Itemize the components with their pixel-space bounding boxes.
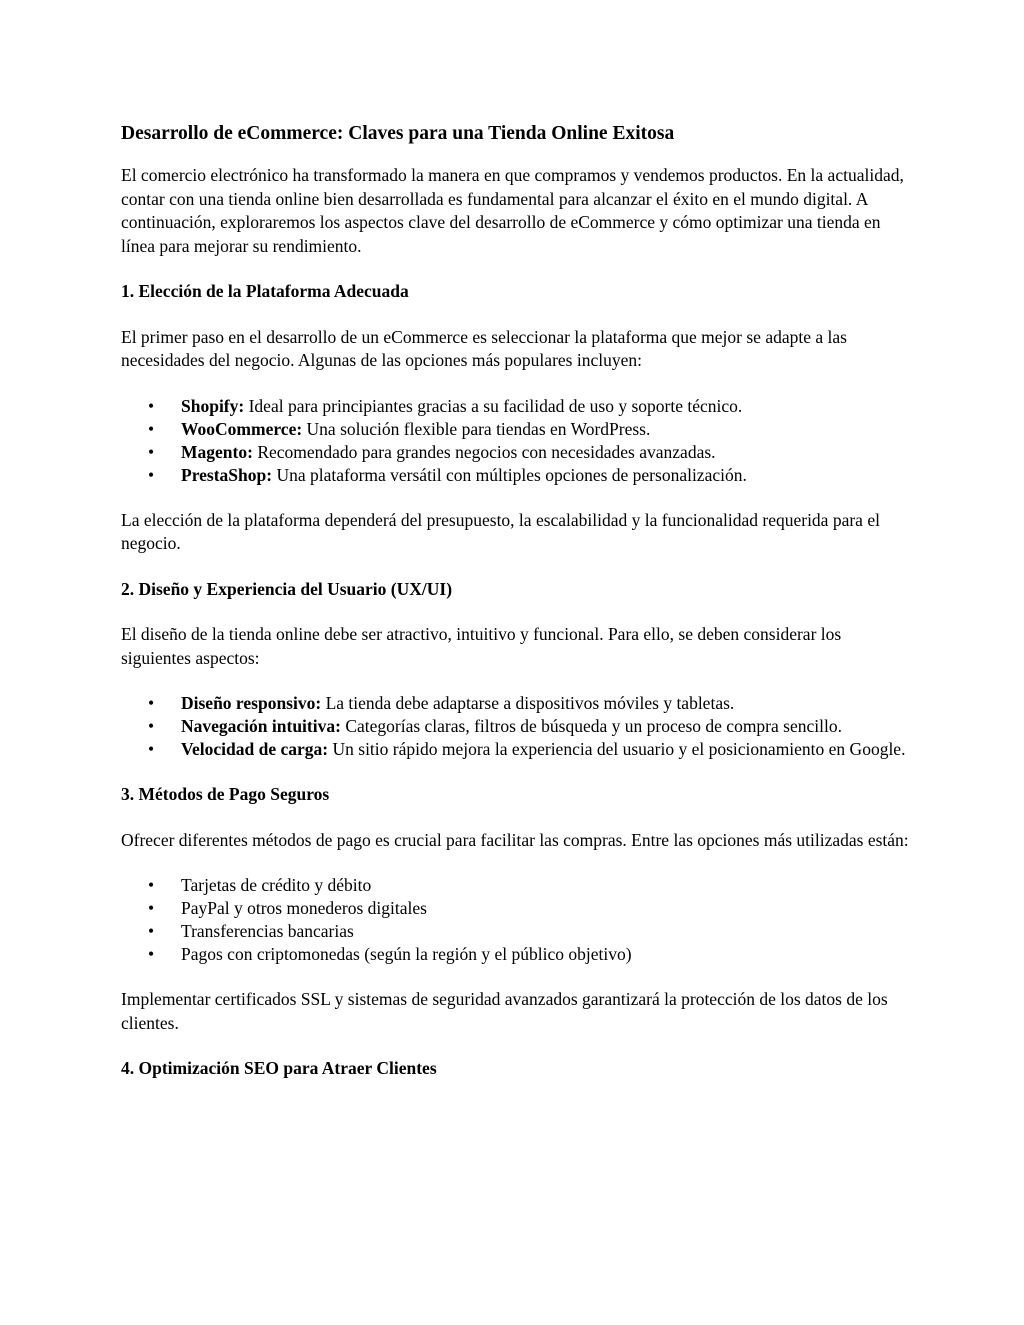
list-item-text: Tarjetas de crédito y débito (181, 875, 372, 895)
bullet-icon: • (148, 875, 155, 895)
bullet-icon: • (148, 395, 155, 416)
list-item (121, 692, 911, 715)
bullet-icon: • (148, 739, 155, 759)
list-item-term: PrestaShop: (181, 464, 273, 485)
bullet-icon: • (148, 716, 155, 736)
section-3-paragraph: Ofrecer diferentes métodos de pago es crucial para facilitar las compras. Entre las opciones más utilizadas están: (121, 829, 909, 850)
bullet-icon: • (148, 944, 155, 964)
section-4-heading: 4. Optimización SEO para Atraer Clientes (121, 1058, 437, 1078)
section-2-paragraph: El diseño de la tienda online debe ser atractivo, intuitivo y funcional. Para ello, se deben considerar los siguientes aspectos: (121, 624, 842, 668)
list-item (121, 441, 911, 464)
intro-paragraph: El comercio electrónico ha transformado la manera en que compramos y vendemos productos. En la actualidad, contar con una tienda online bien desarrollada es fundamental para alcanzar el éxito en el mundo digital. A continuación, exploraremos los aspectos clave del desarrollo de eCommerce y cómo optimizar una tienda en línea para mejorar su rendimiento. (121, 165, 904, 256)
list-item-text: Ideal para principiantes gracias a su facilidad de uso y soporte técnico. (244, 395, 743, 416)
list-item (121, 715, 911, 738)
section-1-heading: 1. Elección de la Plataforma Adecuada (121, 281, 409, 301)
list-item-text: Transferencias bancarias (181, 921, 354, 941)
section-3-closing: Implementar certificados SSL y sistemas de seguridad avanzados garantizará la protección de los datos de los clientes. (121, 989, 888, 1033)
list-item-text: La tienda debe adaptarse a dispositivos móviles y tabletas. (321, 693, 735, 713)
bullet-icon: • (148, 921, 155, 941)
list-item (121, 943, 911, 966)
list-item (121, 874, 911, 897)
document-title: Desarrollo de eCommerce: Claves para una Tienda Online Exitosa (121, 123, 675, 144)
bullet-icon: • (148, 464, 155, 485)
bullet-icon: • (148, 898, 155, 918)
section-1-paragraph: El primer paso en el desarrollo de un eCommerce es seleccionar la plataforma que mejor se adapte a las necesidades del negocio. Algunas de las opciones más populares incluyen: (121, 326, 847, 370)
list-item-term: Diseño responsivo: (181, 693, 322, 713)
list-item-text: Recomendado para grandes negocios con necesidades avanzadas. (252, 441, 716, 462)
list-item-term: Navegación intuitiva: (181, 716, 341, 736)
list-item-text: PayPal y otros monederos digitales (181, 898, 427, 918)
list-item (121, 920, 911, 943)
list-item (121, 464, 911, 487)
list-item-term: Velocidad de carga: (181, 739, 329, 759)
list-item (121, 897, 911, 920)
list-item-text: Un sitio rápido mejora la experiencia del usuario y el posicionamiento en Google. (328, 739, 906, 759)
section-1-closing: La elección de la plataforma dependerá del presupuesto, la escalabilidad y la funcionalidad requerida para el negocio. (121, 509, 880, 553)
bullet-icon: • (148, 418, 155, 439)
platform-list (121, 395, 911, 487)
list-item-text: Categorías claras, filtros de búsqueda y un proceso de compra sencillo. (340, 716, 842, 736)
bullet-icon: • (148, 693, 155, 713)
list-item (121, 738, 911, 761)
list-item (121, 395, 911, 418)
list-item (121, 418, 911, 441)
list-item-term: Shopify: (181, 395, 245, 416)
list-item-term: Magento: (181, 441, 253, 462)
section-2-heading: 2. Diseño y Experiencia del Usuario (UX/UI) (121, 578, 453, 599)
list-item-text: Una solución flexible para tiendas en WordPress. (302, 418, 651, 439)
design-list (121, 692, 911, 761)
payment-methods-list (121, 874, 911, 966)
list-item-text: Una plataforma versátil con múltiples opciones de personalización. (272, 464, 747, 485)
list-item-text: Pagos con criptomonedas (según la región y el público objetivo) (181, 944, 632, 964)
bullet-icon: • (148, 441, 155, 462)
list-item-term: WooCommerce: (181, 418, 303, 439)
section-3-heading: 3. Métodos de Pago Seguros (121, 784, 330, 804)
document-page (121, 120, 911, 1103)
